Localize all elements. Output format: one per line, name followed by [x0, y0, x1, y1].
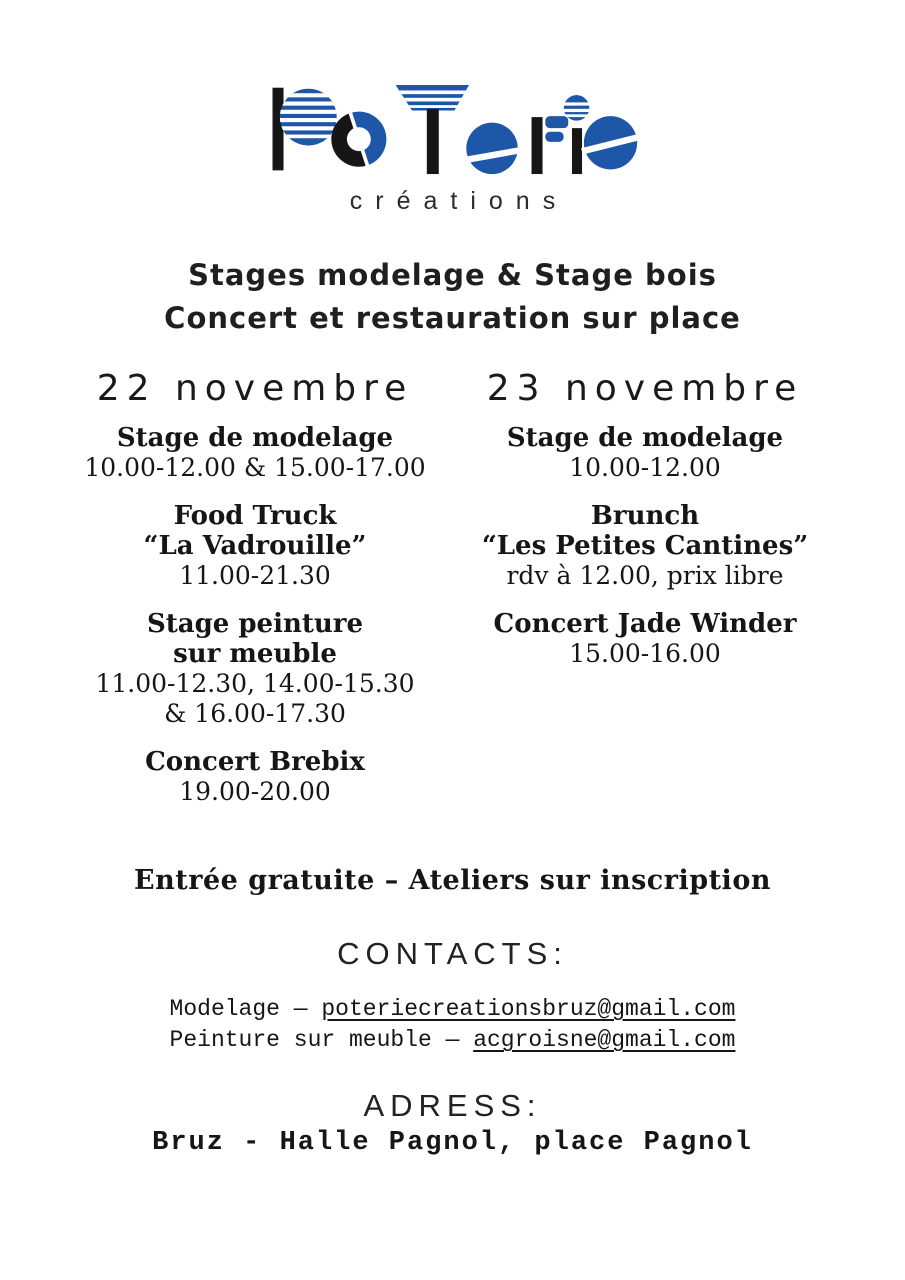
event-title-line: “La Vadrouille” [143, 531, 367, 561]
contact-line-modelage [0, 994, 905, 1025]
event-title-line: Stage peinture [146, 609, 364, 639]
subtitle-line-1: Stages modelage & Stage bois [188, 258, 717, 292]
contact-email-link[interactable]: acgroisne@gmail.com [473, 1027, 736, 1053]
event-block [455, 423, 835, 483]
flyer-subtitle [0, 254, 905, 340]
event-title-line: Stage de modelage [506, 423, 784, 453]
event-time-line: 11.00-12.30, 14.00-15.30 [95, 669, 415, 698]
address-value: Bruz - Halle Pagnol, place Pagnol [152, 1128, 753, 1158]
logo [0, 82, 905, 177]
event-block [55, 501, 455, 591]
date-heading: 23 novembre [486, 368, 804, 409]
event-time-line: 10.00-12.00 [569, 453, 721, 482]
flyer [0, 82, 905, 1158]
contacts-heading: CONTACTS: [337, 936, 568, 971]
event-block [55, 609, 455, 729]
event-block [455, 609, 835, 669]
event-time-line: 15.00-16.00 [569, 639, 721, 668]
contact-line-peinture [0, 1025, 905, 1056]
event-title-line: “Les Petites Cantines” [481, 531, 809, 561]
day-column-23-novembre [455, 368, 835, 825]
event-title-line: Stage de modelage [116, 423, 394, 453]
subtitle-line-2: Concert et restauration sur place [164, 301, 741, 335]
event-block [455, 501, 835, 591]
date-heading: 22 novembre [96, 368, 414, 409]
event-block [55, 423, 455, 483]
contact-label: Peinture sur meuble — [169, 1027, 474, 1053]
day-column-22-novembre [55, 368, 455, 825]
event-title-line: sur meuble [173, 639, 337, 669]
event-time-line: rdv à 12.00, prix libre [506, 561, 784, 590]
contact-label: Modelage — [169, 996, 322, 1022]
event-time-line: 11.00-21.30 [179, 561, 331, 590]
event-title-line: Food Truck [173, 501, 337, 531]
event-title-line: Concert Brebix [145, 747, 365, 777]
contact-lines [0, 994, 905, 1056]
event-title-line: Brunch [590, 501, 700, 531]
free-entry-notice: Entrée gratuite – Ateliers sur inscription [134, 865, 771, 896]
address-heading: ADRESS: [363, 1088, 542, 1123]
event-time-line: 19.00-20.00 [179, 777, 331, 806]
logo-tagline: créations [349, 187, 569, 215]
event-time-line: & 16.00-17.30 [164, 699, 346, 728]
poterie-logo-icon [267, 82, 639, 177]
contact-email-link[interactable]: poteriecreationsbruz@gmail.com [321, 996, 736, 1022]
schedule [55, 368, 905, 825]
event-block [55, 747, 455, 807]
event-time-line: 10.00-12.00 & 15.00-17.00 [84, 453, 426, 482]
event-title-line: Concert Jade Winder [493, 609, 797, 639]
